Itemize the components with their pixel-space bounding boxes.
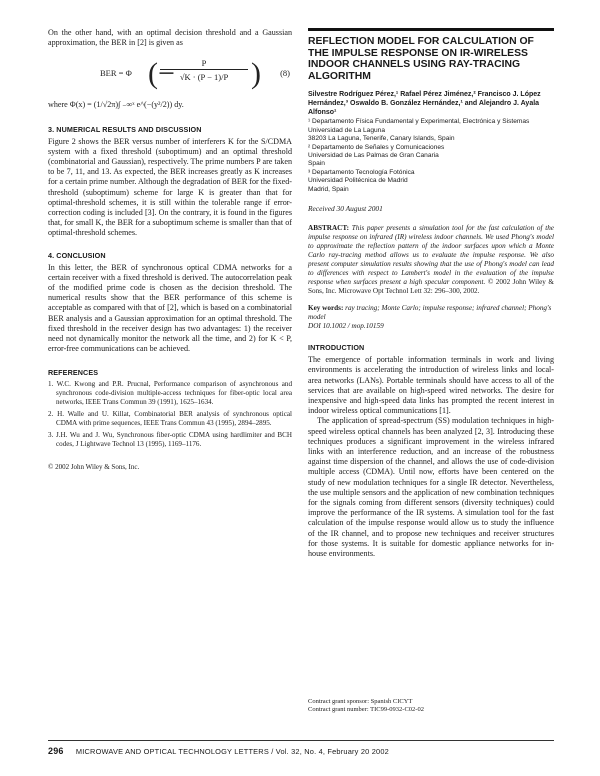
introduction-paragraph-1: The emergence of portable information terminals in work and living environments is accelerating the introduction of wireless links and local-area networks (LANs). Portable terminals should have access to all of the services that are available on high-speed wired networks. The desire for inexpensive and high-speed data links has prompted the recent interest in indoor wireless optical communications [1]. [308, 355, 554, 416]
section-3-title: 3. NUMERICAL RESULTS AND DISCUSSION [48, 124, 202, 134]
references-title: REFERENCES [48, 368, 99, 378]
keywords-label: Key words: [308, 304, 344, 313]
left-paren: (− [148, 57, 175, 91]
abstract-tail: © 2002 John Wiley & Sons, Inc. Microwave Opt Technol Lett 32: 296–300, 2002. [308, 278, 555, 296]
references-list [48, 380, 292, 448]
section-3-text: Figure 2 shows the BER versus number of interferers K for the S/CDMA system with a fixed threshold (suboptimum) and an optimal threshold (combinatorial and Gaussian), respectively. The prime numbers P are taken to be 7, 11, and 13. As expected, the BER increases greatly as K increases for a certain prime number. Although the degradation of BER for the fixed-threshold (suboptimum) scheme for large K is greater than that for optimal-threshold schemes, it is still within the tolerable range if error-correction coding is included [3]. On the contrary, it is found in the figures that, for small K, the BER for a suboptimum scheme is smaller than that of optimal-threshold schemes. [48, 136, 292, 238]
affiliation-line: Universidad de Las Palmas de Gran Canaria [308, 152, 439, 159]
author-list: Silvestre Rodríguez Pérez,¹ Rafael Pérez Jiménez,² Francisco J. López Hernández,³ Oswaldo B. González Hernández,¹ and Alejandro J. Ayala Alfonso¹ [308, 91, 541, 117]
equation-fraction [160, 58, 248, 82]
introduction-title: INTRODUCTION [308, 343, 365, 353]
title-rule [308, 28, 554, 31]
doi: DOI 10.1002 / mop.10159 [308, 322, 384, 331]
journal-info: MICROWAVE AND OPTICAL TECHNOLOGY LETTERS / Vol. 32, No. 4, February 20 2002 [75, 747, 389, 756]
affiliation-line: Universidad de La Laguna [308, 126, 385, 134]
affiliation-line: ³ Departamento Tecnología Fotónica [308, 168, 415, 176]
copyright: © 2002 John Wiley & Sons, Inc. [48, 462, 140, 471]
article-title: REFLECTION MODEL FOR CALCULATION OF THE IMPULSE RESPONSE ON IR-WIRELESS INDOOR CHANNELS USING RAY-TRACING ALGORITHM [308, 36, 534, 82]
affiliation-line: ¹ Departamento Física Fundamental y Experimental, Electrónica y Sistemas [308, 118, 530, 126]
affiliation-line: Universidad Politécnica de Madrid [308, 177, 408, 185]
contract-sponsor: Contract grant sponsor: Spanish CICYT [308, 698, 413, 705]
intro-line: On the other hand, with an optimal decision threshold and a Gaussian approximation, the BER in [2] is given as [48, 28, 292, 48]
affiliations [308, 118, 554, 194]
equation-lhs: BER = Φ [100, 68, 132, 79]
page-number: 296 [48, 746, 64, 756]
section-4-text: In this letter, the BER of synchronous optical CDMA networks for a certain receiver with a fixed threshold is derived. The autocorrelation peak of the modified prime code is chosen as the decision threshold. The numerical results show that the BER performance of this scheme is acceptable as compared with that of [2], which is based on a combinatorial BER analysis and a Gaussian approximation for an optimal threshold. The fixed threshold in the receiver design has two advantages: 1) the receiver need not dynamically monitor the network all the time, and 2) for K < P, error-free communications can be achieved. [48, 262, 292, 354]
right-paren: ) [251, 57, 261, 91]
reference-item: 2. H. Walle and U. Killat, Combinatorial BER analysis of synchronous optical CDMA with prime sequences, IEEE Trans Commun 43 (1995), 2894–2895. [48, 410, 292, 428]
reference-item: 1. W.C. Kwong and P.R. Prucnal, Performance comparison of asynchronous and synchronous code-division multiple-access techniques for fiber-optic local area networks, IEEE Trans Commun 39 (1991), 1625–1634. [48, 380, 292, 407]
keywords [308, 304, 554, 322]
affiliation-line: Spain [308, 160, 325, 168]
contract-grant-info [308, 698, 554, 715]
affiliation-line: Madrid, Spain [308, 185, 349, 193]
abstract [308, 224, 554, 296]
affiliation-line: ² Departamento de Señales y Comunicaciones [308, 143, 445, 151]
left-column [48, 28, 292, 471]
contract-number: Contract grant number: TIC99-0932-C02-02 [308, 706, 424, 714]
equation-denominator: √K · (P − 1)/P [179, 72, 229, 83]
abstract-label: ABSTRACT: [308, 224, 350, 233]
equation-numerator: P [160, 58, 248, 70]
introduction-paragraph-2: The application of spread-spectrum (SS) modulation techniques in high-speed wireless optical channels has been analyzed [2, 3]. Introducing these techniques produces a significant improvement in the wireless infrared links with an interference reduction, and an increase of the robustness against time dispersion of the channel, and allows the use of code-division multiple access (CDMA). Until now, efforts have been centered on the study of new modulation techniques for a single IR detector. Nevertheless, the use multiple sensors and the application of new combination techniques for the signals coming from different sensors (diversity techniques) could improve the performance of the IR systems. A simulation tool for the fast calculation of the impulse response would allow us to study the influence of the IR channel, and to propose new techniques and receiver structures for those systems. It is suitable for domestic appliance networks for in-house environments. [308, 416, 554, 559]
keywords-text: ray tracing; Monte Carlo; impulse response; infrared channel; Phong's model [308, 304, 552, 322]
equation-number: (8) [280, 68, 290, 79]
reference-item: 3. J.H. Wu and J. Wu, Synchronous fiber-optic CDMA using hardlimiter and BCH codes, J Lightwave Technol 13 (1995), 1169–1176. [48, 431, 292, 448]
section-4-title: 4. CONCLUSION [48, 250, 106, 260]
affiliation-line: 38203 La Laguna, Tenerife, Canary Islands, Spain [308, 135, 455, 143]
right-column [308, 36, 554, 559]
received-date: Received 30 August 2001 [308, 204, 383, 214]
equation-8 [48, 56, 292, 96]
page-footer [48, 740, 554, 756]
abstract-text: This paper presents a simulation tool for the fast calculation of the impulse response on infrared (IR) wireless indoor channels. We used Phong's model to approximate the reflection pattern of the indoor surfaces upon which a Monte Carlo ray-tracing method allows us to evaluate the impulse response. We also present computer simulation results showing that the use of Phong's model can lead to differences with respect to Lambert's model in the evaluation of the impulse response when surfaces present a high specular component. [308, 224, 555, 287]
where-line: where Φ(x) = (1/√2π)∫ ₋∞ˣ e^(−(y²/2)) dy. [48, 100, 184, 110]
